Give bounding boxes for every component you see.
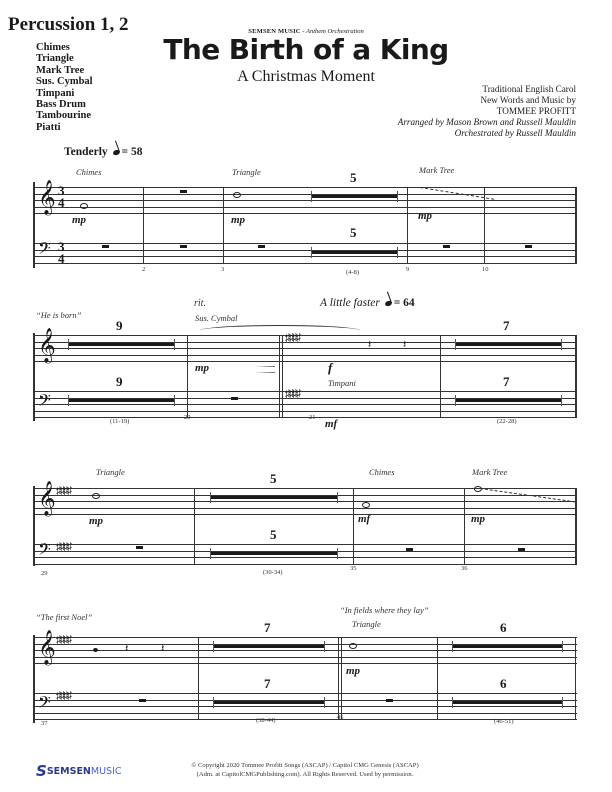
whole-rest (180, 190, 187, 193)
treble-staff (35, 637, 577, 663)
multirest-count: 7 (264, 676, 271, 691)
whole-rest (518, 548, 525, 551)
barline (187, 335, 188, 417)
dynamic-marking: mf (325, 418, 338, 430)
multirest-count: 5 (350, 170, 357, 185)
barline (198, 637, 199, 719)
multi-measure-rest (455, 399, 562, 402)
whole-rest (180, 245, 187, 248)
measure-range: (22-28) (497, 418, 517, 425)
bass-staff (35, 239, 577, 266)
bass-clef-icon: 𝄢 (38, 539, 51, 563)
instrument-label: Triangle (232, 167, 261, 177)
measure-range: (11-19) (110, 418, 130, 425)
bass-clef-icon: 𝄢 (38, 238, 51, 262)
quarter-rest: 𝄽 (125, 643, 129, 655)
multi-measure-rest (210, 552, 338, 555)
half-note (233, 192, 241, 198)
multirest-count: 5 (270, 471, 277, 486)
copyright-notice: © Copyright 2020 Tommee Profitt Songs (ASCAP) / Capitol CMG Genesis (ASCAP) (Adm. at CapitolCMGPublishing.com). All Rights Reserved. Used by permission. (191, 762, 419, 778)
multirest-count: 6 (500, 676, 507, 691)
multirest-count: 5 (270, 527, 277, 542)
time-signature: 3 4 (58, 183, 65, 210)
dynamic-marking: f (328, 360, 333, 375)
measure-range: (30-34) (263, 569, 283, 576)
whole-rest (258, 245, 265, 248)
instrument-label: Chimes (369, 467, 395, 477)
key-signature-sharps: ♯♯♯♯ (285, 332, 299, 344)
half-note (92, 493, 100, 499)
barline (338, 637, 339, 719)
treble-staff (35, 335, 577, 361)
bass-staff (35, 391, 577, 417)
multi-measure-rest (68, 343, 175, 346)
barline (353, 488, 354, 564)
tempo-marking: A little faster = 64 (320, 297, 415, 309)
bass-clef-icon: 𝄢 (38, 390, 51, 414)
song-title: The Birth of a King (163, 33, 449, 66)
quarter-note-icon (384, 300, 392, 307)
whole-rest (139, 699, 146, 702)
bar-number: 45 (337, 714, 344, 721)
dynamic-marking: mf (358, 513, 371, 525)
bass-clef-icon: 𝄢 (38, 692, 51, 716)
bar-number: 36 (461, 565, 468, 572)
part-title: Percussion 1, 2 (8, 14, 129, 35)
key-signature-sharps: ♯♯♯♯ (285, 388, 299, 400)
instrument-item: Triangle (36, 53, 74, 65)
multirest-count: 9 (116, 318, 123, 333)
time-signature: 3 4 (58, 239, 65, 266)
multi-measure-rest (68, 399, 175, 402)
multi-measure-rest (213, 701, 325, 704)
whole-rest (525, 245, 532, 248)
key-signature-sharps: ♯♯♯♯ (56, 485, 70, 497)
quarter-note-icon (112, 149, 120, 156)
bar-number: 35 (350, 565, 357, 572)
instrument-item: Mark Tree (36, 64, 85, 76)
bass-staff (35, 693, 577, 719)
series-name: - Anthem Orchestration (300, 28, 364, 35)
barline (575, 637, 576, 719)
multirest-count: 9 (116, 374, 123, 389)
credits (398, 84, 576, 139)
barline (407, 187, 408, 263)
logo-s-icon: S (36, 762, 47, 780)
instrument-item: Piatti (36, 121, 61, 133)
barline (279, 335, 280, 417)
instrument-label: Mark Tree (419, 165, 455, 175)
bar-number: 37 (41, 720, 48, 727)
whole-rest (443, 245, 450, 248)
quarter-note (93, 648, 98, 652)
barline (437, 637, 438, 719)
credit-words: New Words and Music by (480, 95, 576, 105)
instrument-label: Triangle (352, 619, 381, 629)
quarter-rest: 𝄽 (368, 339, 372, 351)
song-subtitle: A Christmas Moment (237, 68, 375, 85)
instrument-item: Sus. Cymbal (36, 76, 93, 88)
instrument-item: Timpani (36, 87, 75, 99)
half-note (80, 203, 88, 209)
treble-clef-icon: 𝄞 (38, 481, 56, 516)
barline (440, 335, 441, 417)
multirest-count: 6 (500, 620, 507, 635)
whole-rest (406, 548, 413, 551)
tempo-marking: Tenderly = 58 (64, 146, 143, 158)
multi-measure-rest (452, 701, 563, 704)
half-note (349, 643, 357, 649)
barline (575, 187, 577, 263)
dynamic-marking: mp (231, 214, 246, 226)
bar-number: 21 (309, 414, 316, 421)
publisher-name: SEMSEN MUSIC (248, 28, 301, 35)
barline (143, 187, 144, 263)
barline (464, 488, 465, 564)
multi-measure-rest (455, 343, 562, 346)
barline (282, 335, 283, 417)
barline (194, 488, 195, 564)
whole-rest (136, 546, 143, 549)
bar-number: 20 (184, 414, 191, 421)
treble-clef-icon: 𝄞 (38, 328, 56, 363)
quarter-rest: 𝄽 (403, 339, 407, 351)
key-signature-sharps: ♯♯♯♯ (56, 634, 70, 646)
barline (341, 637, 342, 719)
dynamic-marking: mp (471, 513, 486, 525)
instrument-item: Tambourine (36, 110, 92, 122)
whole-rest (386, 699, 393, 702)
rit-marking: rit. (194, 298, 206, 309)
quarter-rest: 𝄽 (161, 643, 165, 655)
multirest-count: 7 (503, 318, 510, 333)
multirest-count: 7 (264, 620, 271, 635)
barline (575, 335, 577, 417)
lyric-cue: “In fields where they lay” (340, 605, 429, 615)
instrument-label: Mark Tree (472, 467, 508, 477)
multirest-count: 5 (350, 225, 357, 240)
barline (223, 187, 224, 263)
multi-measure-rest (311, 251, 398, 254)
bar-number: 3 (221, 266, 225, 273)
whole-rest (231, 397, 238, 400)
instrument-item: Chimes (36, 42, 70, 53)
credit-source: Traditional English Carol (482, 84, 576, 94)
lyric-cue: “The first Noel” (36, 612, 93, 622)
instrument-label: Sus. Cymbal (195, 313, 238, 323)
dynamic-marking: mp (195, 362, 210, 374)
instrument-item: Bass Drum (36, 99, 86, 111)
instrument-label: Timpani (328, 378, 356, 388)
measure-range: (38-44) (256, 717, 276, 724)
instrument-label: Chimes (76, 167, 102, 177)
multi-measure-rest (452, 645, 563, 648)
multi-measure-rest (210, 496, 338, 499)
treble-clef-icon: 𝄞 (38, 630, 56, 665)
lyric-cue: “He is born” (36, 310, 82, 320)
treble-staff (35, 183, 577, 213)
multi-measure-rest (213, 645, 325, 648)
multirest-count: 7 (503, 374, 510, 389)
half-note (362, 502, 370, 508)
bar-number: 10 (482, 266, 489, 273)
multi-measure-rest (311, 195, 398, 198)
whole-rest (102, 245, 109, 248)
dynamic-marking: mp (418, 210, 433, 222)
credit-orchestrator: Orchestrated by Russell Mauldin (454, 128, 576, 138)
dynamic-marking: mp (346, 665, 361, 677)
treble-clef-icon: 𝄞 (38, 180, 56, 215)
bar-number: 29 (41, 570, 48, 577)
bar-number: 9 (406, 266, 410, 273)
crescendo-hairpin (217, 366, 275, 373)
key-signature-sharps: ♯♯♯♯ (56, 541, 70, 553)
dynamic-marking: mp (72, 214, 87, 226)
credit-composer: TOMMEE PROFITT (496, 106, 576, 116)
credit-arranger: Arranged by Mason Brown and Russell Mauldin (397, 117, 576, 127)
instrument-label: Triangle (96, 467, 125, 477)
measure-range: (46-51) (494, 718, 514, 725)
tie-slur (200, 325, 360, 336)
bar-number: 2 (142, 266, 146, 273)
barline (575, 488, 577, 564)
dynamic-marking: mp (89, 515, 104, 527)
publisher-logo: SSEMSENMUSIC (36, 762, 122, 780)
measure-range: (4-8) (346, 269, 359, 276)
key-signature-sharps: ♯♯♯♯ (56, 690, 70, 702)
